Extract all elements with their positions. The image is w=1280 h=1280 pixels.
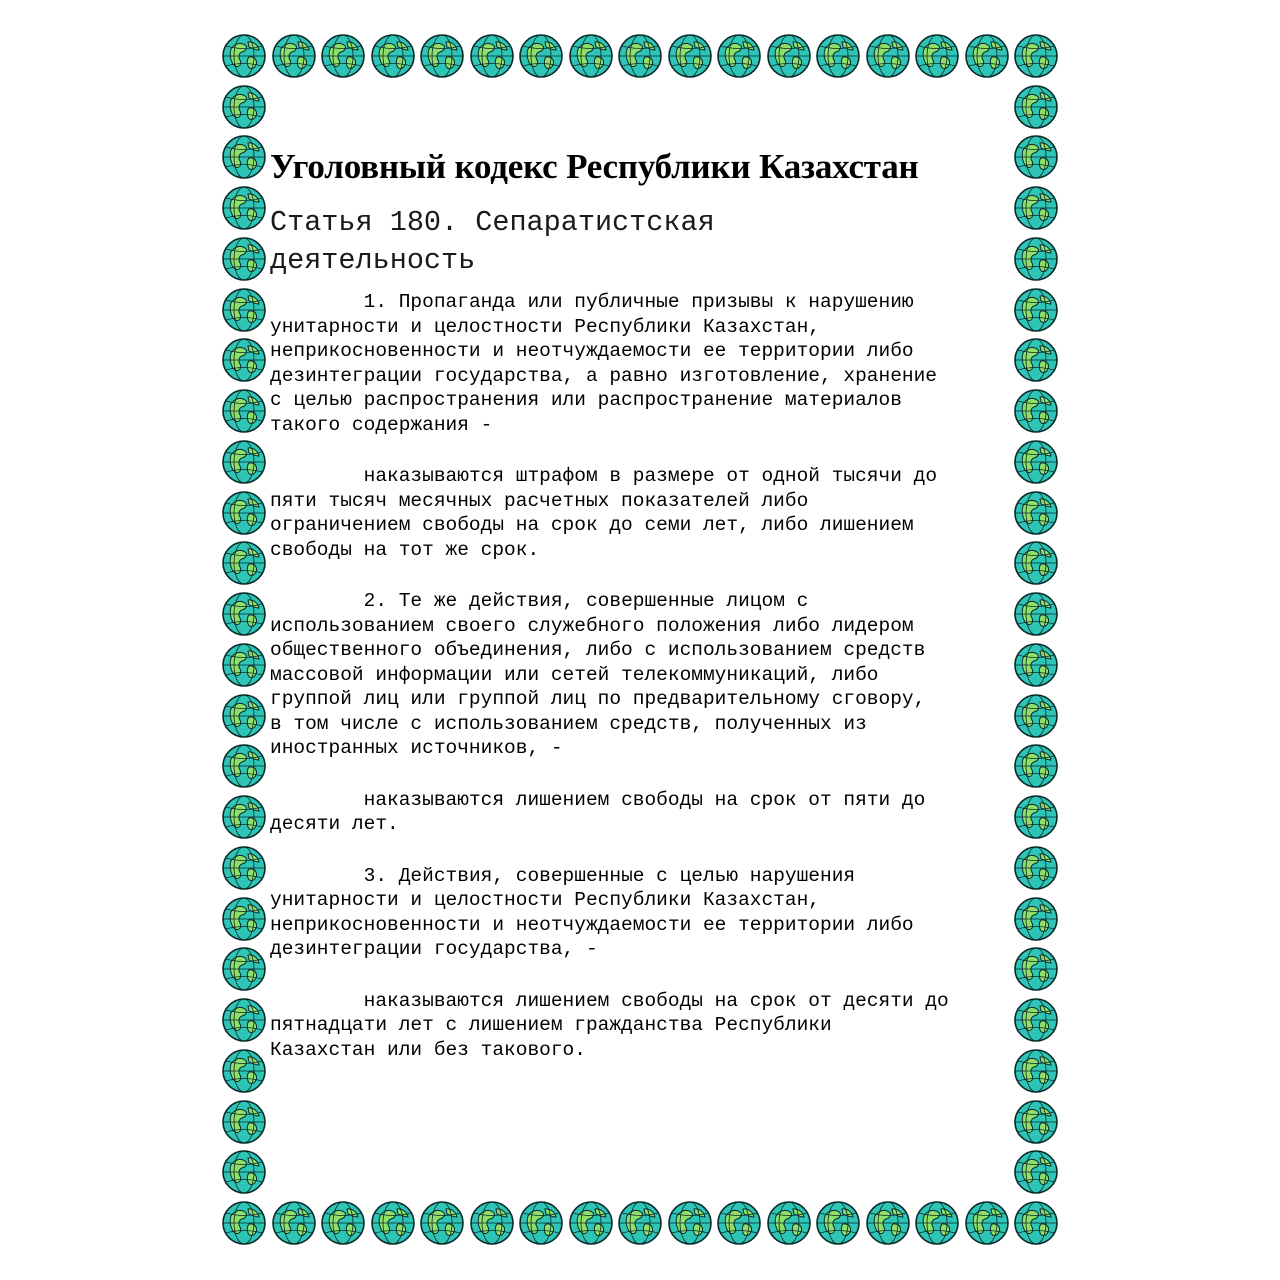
- globe-icon: [221, 490, 267, 536]
- article-paragraph-1: 1. Пропаганда или публичные призывы к нарушению унитарности и целостности Республики Казахстан, неприкосновенности и неотчуждаемости ее территории либо дезинтеграции государства, а равно изготовление, хранение с целью распространения или распространение материалов такого содержания -: [270, 291, 938, 436]
- globe-icon: [1013, 337, 1059, 383]
- globe-icon: [221, 1048, 267, 1094]
- globe-icon: [914, 1200, 960, 1246]
- globe-icon: [1013, 693, 1059, 739]
- globe-icon: [221, 185, 267, 231]
- globe-icon: [221, 236, 267, 282]
- globe-icon: [815, 33, 861, 79]
- globe-icon: [469, 1200, 515, 1246]
- globe-icon: [221, 845, 267, 891]
- globe-icon: [221, 134, 267, 180]
- article-heading: Статья 180. Сепаратистская деятельность: [270, 206, 715, 277]
- globe-icon: [1013, 185, 1059, 231]
- globe-icon: [469, 33, 515, 79]
- article-paragraph-5: 3. Действия, совершенные с целью нарушения унитарности и целостности Республики Казахстан, неприкосновенности и неотчуждаемости ее территории либо дезинтеграции государства, -: [270, 864, 914, 960]
- globe-icon: [221, 439, 267, 485]
- globe-icon: [221, 693, 267, 739]
- globe-icon: [1013, 794, 1059, 840]
- globe-icon: [221, 1099, 267, 1145]
- globe-icon: [370, 1200, 416, 1246]
- globe-icon: [766, 33, 812, 79]
- globe-icon: [815, 1200, 861, 1246]
- globe-icon: [667, 33, 713, 79]
- globe-icon: [518, 1200, 564, 1246]
- globe-icon: [667, 1200, 713, 1246]
- globe-icon: [1013, 388, 1059, 434]
- globe-icon: [1013, 236, 1059, 282]
- globe-icon: [221, 591, 267, 637]
- globe-icon: [716, 33, 762, 79]
- globe-icon: [221, 743, 267, 789]
- globe-icon: [320, 1200, 366, 1246]
- globe-icon: [221, 1149, 267, 1195]
- globe-icon: [320, 33, 366, 79]
- globe-icon: [1013, 1149, 1059, 1195]
- globe-icon: [1013, 134, 1059, 180]
- globe-icon: [1013, 845, 1059, 891]
- globe-icon: [1013, 896, 1059, 942]
- article-paragraph-2: наказываются штрафом в размере от одной тысячи до пяти тысяч месячных расчетных показателей либо ограничением свободы на срок до семи лет, либо лишением свободы на тот же срок.: [270, 465, 938, 561]
- globe-icon: [865, 1200, 911, 1246]
- globe-icon: [1013, 946, 1059, 992]
- globe-icon: [221, 1200, 267, 1246]
- globe-icon: [221, 642, 267, 688]
- globe-icon: [419, 33, 465, 79]
- article-paragraph-4: наказываются лишением свободы на срок от пяти до десяти лет.: [270, 788, 926, 835]
- globe-icon: [221, 388, 267, 434]
- document-page: [270, 140, 1015, 1089]
- globe-icon: [617, 33, 663, 79]
- globe-icon: [1013, 84, 1059, 130]
- globe-icon: [271, 33, 317, 79]
- globe-icon: [221, 84, 267, 130]
- article-paragraph-6: наказываются лишением свободы на срок от десяти до пятнадцати лет с лишением гражданства Республики Казахстан или без таковoго.: [270, 989, 949, 1061]
- globe-icon: [1013, 743, 1059, 789]
- document-title: Уголовный кодекс Республики Казахстан: [270, 147, 919, 186]
- globe-icon: [221, 794, 267, 840]
- globe-icon: [865, 33, 911, 79]
- globe-icon: [568, 1200, 614, 1246]
- globe-icon: [964, 33, 1010, 79]
- globe-icon: [568, 33, 614, 79]
- globe-icon: [221, 946, 267, 992]
- globe-icon: [1013, 287, 1059, 333]
- globe-icon: [221, 896, 267, 942]
- globe-icon: [1013, 1048, 1059, 1094]
- globe-icon: [221, 540, 267, 586]
- globe-icon: [1013, 439, 1059, 485]
- globe-icon: [221, 287, 267, 333]
- globe-icon: [1013, 642, 1059, 688]
- globe-icon: [221, 33, 267, 79]
- globe-icon: [271, 1200, 317, 1246]
- globe-icon: [518, 33, 564, 79]
- globe-icon: [964, 1200, 1010, 1246]
- globe-icon: [1013, 33, 1059, 79]
- globe-icon: [1013, 1099, 1059, 1145]
- globe-icon: [716, 1200, 762, 1246]
- globe-icon: [419, 1200, 465, 1246]
- globe-icon: [1013, 591, 1059, 637]
- article-paragraph-3: 2. Те же действия, совершенные лицом с использованием своего служебного положения либо лидером общественного объединения, либо с использованием средств массовой информации или сетей телекоммуникаций, либо группой лиц или группой лиц по предварительному сговору, в том числе с использованием средств, полученных из иностранных источников, -: [270, 590, 926, 759]
- globe-icon: [1013, 540, 1059, 586]
- globe-icon: [914, 33, 960, 79]
- globe-icon: [221, 997, 267, 1043]
- globe-icon: [370, 33, 416, 79]
- globe-icon: [1013, 1200, 1059, 1246]
- globe-icon: [1013, 490, 1059, 536]
- globe-icon: [221, 337, 267, 383]
- globe-icon: [617, 1200, 663, 1246]
- globe-icon: [1013, 997, 1059, 1043]
- globe-icon: [766, 1200, 812, 1246]
